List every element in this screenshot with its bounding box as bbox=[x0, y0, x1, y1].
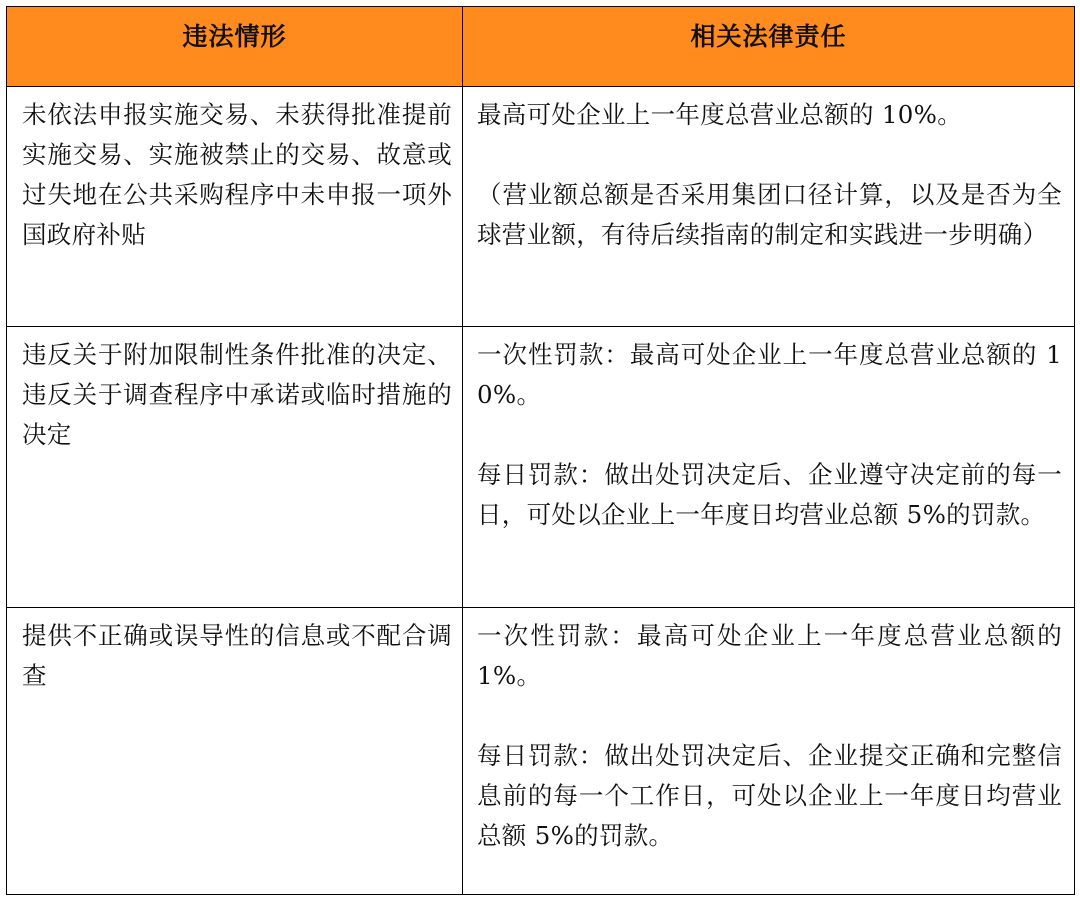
table-row bbox=[7, 608, 1075, 895]
liability-cell bbox=[463, 608, 1075, 895]
header-cell-violation bbox=[7, 7, 463, 87]
liability-cell bbox=[463, 87, 1075, 327]
liability-paragraph: 一次性罚款：最高可处企业上一年度总营业总额的 1%。 bbox=[477, 621, 1062, 690]
violation-cell bbox=[7, 87, 463, 327]
liability-paragraph: 最高可处企业上一年度总营业总额的 10%。 bbox=[477, 100, 963, 129]
penalty-table-container bbox=[6, 6, 1074, 894]
header-liability-label: 相关法律责任 bbox=[690, 22, 847, 51]
table-row bbox=[7, 327, 1075, 608]
table-row bbox=[7, 87, 1075, 327]
liability-paragraph: 每日罚款：做出处罚决定后、企业提交正确和完整信息前的每一个工作日，可处以企业上一年度日均营业总额 5%的罚款。 bbox=[477, 741, 1062, 850]
header-cell-liability bbox=[463, 7, 1075, 87]
violation-cell bbox=[7, 327, 463, 608]
liability-paragraph: 一次性罚款：最高可处企业上一年度总营业总额的 10%。 bbox=[477, 340, 1062, 409]
liability-text bbox=[463, 608, 1074, 856]
violation-text: 违反关于附加限制性条件批准的决定、违反关于调查程序中承诺或临时措施的决定 bbox=[22, 340, 452, 449]
liability-text bbox=[463, 327, 1074, 535]
penalty-table bbox=[6, 6, 1075, 895]
liability-paragraph: 每日罚款：做出处罚决定后、企业遵守决定前的每一日，可处以企业上一年度日均营业总额 5%的罚款。 bbox=[477, 460, 1062, 529]
liability-text bbox=[463, 87, 1074, 255]
table-header-row bbox=[7, 7, 1075, 87]
liability-paragraph: （营业额总额是否采用集团口径计算，以及是否为全球营业额，有待后续指南的制定和实践进一步明确） bbox=[477, 180, 1062, 249]
violation-text: 提供不正确或误导性的信息或不配合调查 bbox=[22, 621, 452, 690]
header-violation-label: 违法情形 bbox=[182, 22, 287, 51]
violation-cell bbox=[7, 608, 463, 895]
violation-text: 未依法申报实施交易、未获得批准提前实施交易、实施被禁止的交易、故意或过失地在公共采购程序中未申报一项外国政府补贴 bbox=[22, 100, 452, 249]
liability-cell bbox=[463, 327, 1075, 608]
